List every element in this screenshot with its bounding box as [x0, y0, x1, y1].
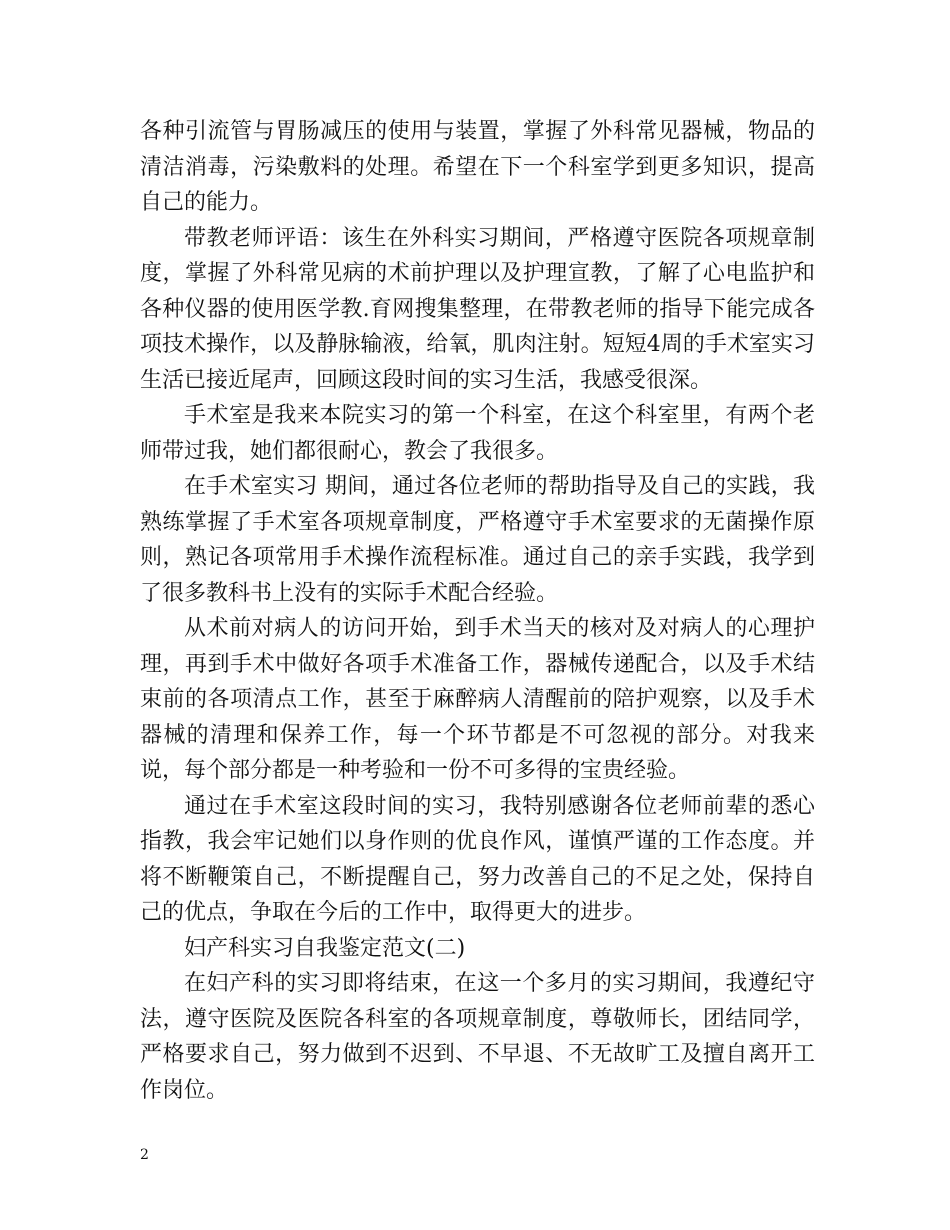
paragraph: 从术前对病人的访问开始，到手术当天的核对及对病人的心理护理，再到手术中做好各项手术准备工作，器械传递配合，以及手术结束前的各项清点工作，甚至于麻醉病人清醒前的陪护观察，以及手术器械的清理和保养工作，每一个环节都是不可忽视的部分。对我来说，每个部分都是一种考验和一份不可多得的宝贵经验。 [140, 616, 815, 783]
paragraph: 在妇产科的实习即将结束，在这一个多月的实习期间，我遵纪守法，遵守医院及医院各科室的各项规章制度，尊敬师长，团结同学，严格要求自己，努力做到不迟到、不早退、不无故旷工及擅自离开工作岗位。 [140, 971, 815, 1103]
document-body [140, 114, 815, 1108]
paragraph: 在手术室实习 期间，通过各位老师的帮助指导及自己的实践，我熟练掌握了手术室各项规章制度，严格遵守手术室要求的无菌操作原则，熟记各项常用手术操作流程标准。通过自己的亲手实践，我学到了很多教科书上没有的实际手术配合经验。 [140, 474, 815, 606]
paragraph: 通过在手术室这段时间的实习，我特别感谢各位老师前辈的悉心指教，我会牢记她们以身作则的优良作风，谨慎严谨的工作态度。并将不断鞭策自己，不断提醒自己，努力改善自己的不足之处，保持自己的优点，争取在今后的工作中，取得更大的进步。 [140, 793, 815, 925]
paragraph: 各种引流管与胃肠减压的使用与装置，掌握了外科常见器械，物品的清洁消毒，污染敷料的处理。希望在下一个科室学到更多知识，提高自己的能力。 [140, 119, 815, 215]
section-heading: 妇产科实习自我鉴定范文(二) [184, 935, 466, 961]
page-number: 2 [140, 1147, 149, 1163]
paragraph: 手术室是我来本院实习的第一个科室，在这个科室里，有两个老师带过我，她们都很耐心，教会了我很多。 [140, 403, 815, 464]
paragraph: 带教老师评语：该生在外科实习期间，严格遵守医院各项规章制度，掌握了外科常见病的术前护理以及护理宣教，了解了心电监护和各种仪器的使用医学教.育网搜集整理，在带教老师的指导下能完成各项技术操作，以及静脉输液，给氧，肌肉注射。短短4周的手术室实习生活已接近尾声，回顾这段时间的实习生活，我感受很深。 [140, 225, 815, 393]
